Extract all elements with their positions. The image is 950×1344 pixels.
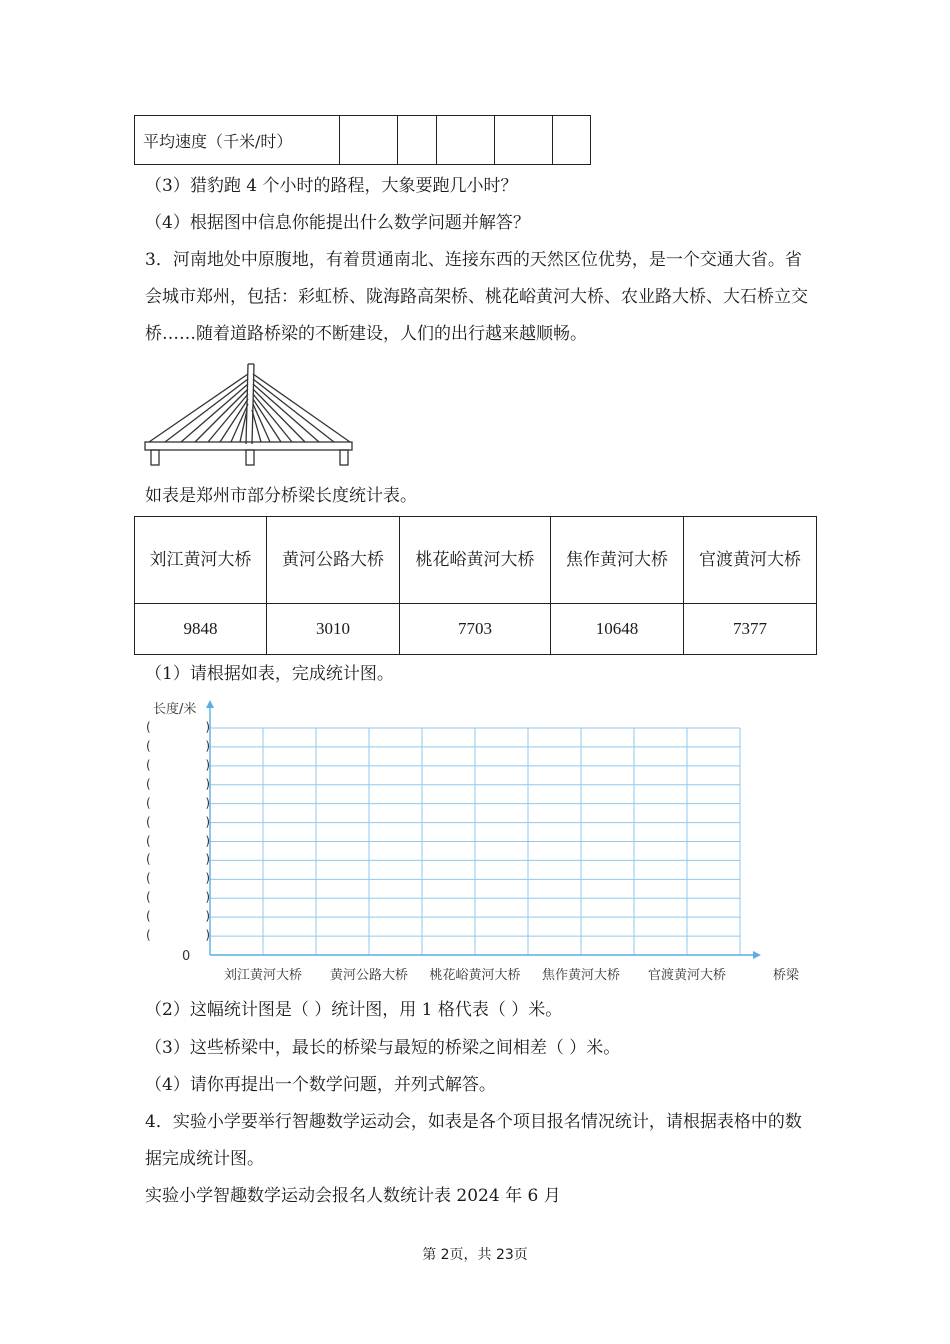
- chart-y-tick-open-paren: (: [146, 890, 151, 905]
- question-3-3: （3）这些桥梁中，最长的桥梁与最短的桥梁之间相差（ ）米。: [145, 1038, 621, 1058]
- chart-category-label: 焦作黄河大桥: [541, 968, 620, 983]
- chart-y-tick-close-paren: ): [205, 795, 210, 810]
- chart-category-label: 刘江黄河大桥: [223, 968, 302, 983]
- chart-y-tick-blank[interactable]: [146, 758, 210, 774]
- chart-y-tick-blank[interactable]: [146, 909, 210, 925]
- bridge-header-cell: 桃花峪黄河大桥: [400, 517, 551, 604]
- chart-y-tick-open-paren: (: [146, 720, 151, 734]
- bridge-value-cell: 9848: [135, 604, 267, 655]
- chart-y-tick-blank[interactable]: [146, 834, 210, 850]
- bridge-header-cell: 官渡黄河大桥: [684, 517, 817, 604]
- speed-cell-5: [553, 116, 591, 165]
- chart-y-tick-open-paren: (: [146, 814, 151, 829]
- chart-y-tick-blank[interactable]: [146, 777, 210, 793]
- bridge-value-cell: 3010: [267, 604, 400, 655]
- chart-y-tick-blank[interactable]: [146, 852, 210, 868]
- chart-y-tick-open-paren: (: [146, 757, 151, 772]
- chart-y-tick-blank[interactable]: [146, 720, 210, 736]
- chart-x-axis-label: 桥梁: [773, 968, 800, 983]
- chart-origin-label: 0: [182, 949, 191, 964]
- chart-category-label: 桃花峪黄河大桥: [429, 968, 521, 983]
- chart-x-axis-arrow: [753, 951, 761, 959]
- question-3-1: （1）请根据如表，完成统计图。: [145, 664, 394, 684]
- chart-category-label: 官渡黄河大桥: [647, 968, 726, 983]
- bridge-length-table: [134, 516, 817, 655]
- chart-y-tick-close-paren: ): [205, 833, 210, 848]
- chart-y-tick-close-paren: ): [205, 890, 210, 905]
- bridge-header-cell: 焦作黄河大桥: [551, 517, 684, 604]
- chart-y-axis-label: 长度/米: [153, 702, 197, 717]
- bridge-table-value-row: [135, 604, 817, 655]
- bridge-value-cell: 7703: [400, 604, 551, 655]
- bridge-illustration: [143, 360, 355, 470]
- chart-y-tick-blank[interactable]: [146, 739, 210, 755]
- chart-y-tick-close-paren: ): [205, 928, 210, 943]
- chart-y-tick-open-paren: (: [146, 795, 151, 810]
- question-3-4: （4）请你再提出一个数学问题，并列式解答。: [145, 1075, 496, 1095]
- chart-category-label: 黄河公路大桥: [329, 968, 408, 983]
- bridge-value-cell: 10648: [551, 604, 684, 655]
- chart-y-tick-close-paren: ): [205, 852, 210, 867]
- chart-y-tick-close-paren: ): [205, 814, 210, 829]
- chart-y-tick-blank[interactable]: [146, 871, 210, 887]
- chart-y-tick-open-paren: (: [146, 909, 151, 924]
- chart-y-tick-blank[interactable]: [146, 928, 210, 944]
- question-3-2: （2）这幅统计图是（ ）统计图，用 1 格代表（ ）米。: [145, 1000, 563, 1020]
- question-4-table-title: 实验小学智趣数学运动会报名人数统计表 2024 年 6 月: [145, 1186, 561, 1206]
- speed-table: [134, 115, 591, 165]
- chart-y-tick-open-paren: (: [146, 871, 151, 886]
- chart-y-tick-close-paren: ): [205, 738, 210, 753]
- speed-row: [135, 116, 591, 165]
- chart-y-tick-close-paren: ): [205, 776, 210, 791]
- chart-y-tick-open-paren: (: [146, 928, 151, 943]
- chart-y-tick-open-paren: (: [146, 738, 151, 753]
- chart-y-tick-open-paren: (: [146, 852, 151, 867]
- speed-cell-1: [340, 116, 398, 165]
- question-2-4: （4）根据图中信息你能提出什么数学问题并解答？: [145, 213, 530, 233]
- speed-label-cell: 平均速度（千米/时）: [135, 116, 340, 165]
- bridge-table-header-row: [135, 517, 817, 604]
- question-2-3: （3）猎豹跑 4 个小时的路程，大象要跑几小时？: [145, 176, 518, 196]
- chart-y-tick-open-paren: (: [146, 776, 151, 791]
- bridge-header-cell: 刘江黄河大桥: [135, 517, 267, 604]
- chart-y-tick-close-paren: ): [205, 871, 210, 886]
- chart-y-tick-blank[interactable]: [146, 796, 210, 812]
- bridge-value-cell: 7377: [684, 604, 817, 655]
- chart-y-tick-close-paren: ): [205, 909, 210, 924]
- chart-y-tick-blank[interactable]: [146, 890, 210, 906]
- chart-y-tick-blank[interactable]: [146, 815, 210, 831]
- speed-cell-2: [398, 116, 437, 165]
- speed-cell-4: [495, 116, 553, 165]
- question-4-intro: 4．实验小学要举行智趣数学运动会，如表是各个项目报名情况统计，请根据表格中的数据完成统计图。: [145, 1112, 802, 1169]
- speed-cell-3: [437, 116, 495, 165]
- chart-y-tick-close-paren: ): [205, 757, 210, 772]
- chart-grid[interactable]: [205, 700, 765, 962]
- bridge-header-cell: 黄河公路大桥: [267, 517, 400, 604]
- chart-y-tick-open-paren: (: [146, 833, 151, 848]
- page-footer: 第 2页，共 23页: [422, 1247, 528, 1263]
- question-3-intro: 3．河南地处中原腹地，有着贯通南北、连接东西的天然区位优势，是一个交通大省。省会城市郑州，包括：彩虹桥、陇海路高架桥、桃花峪黄河大桥、农业路大桥、大石桥立交桥……随着道路桥梁的不断建设，人们的出行越来越顺畅。: [145, 250, 808, 344]
- chart-y-tick-close-paren: ): [205, 720, 210, 734]
- chart-y-axis-arrow: [206, 700, 214, 708]
- table-caption: 如表是郑州市部分桥梁长度统计表。: [145, 486, 417, 506]
